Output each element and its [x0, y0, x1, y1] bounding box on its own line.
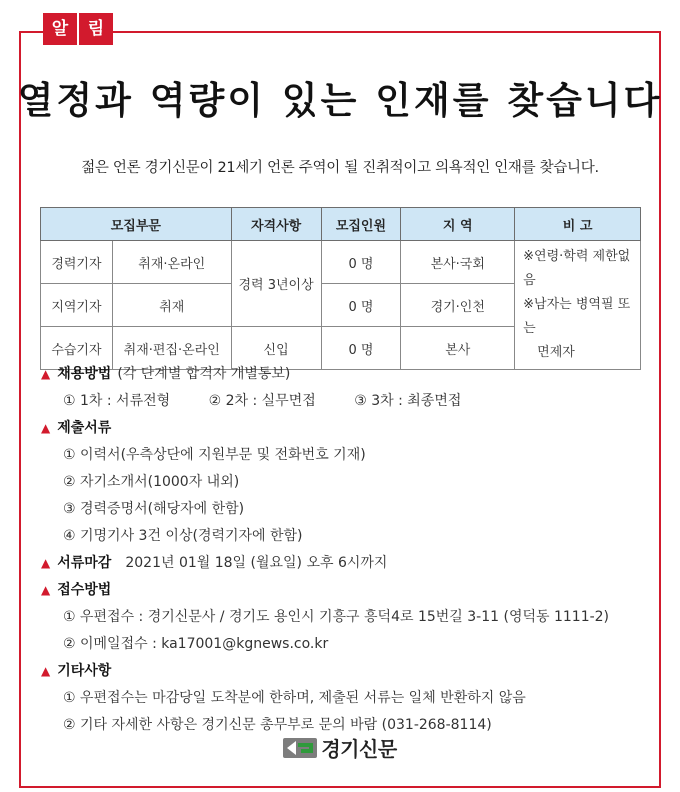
- step-2: ② 2차 : 실무면접: [208, 393, 316, 409]
- table-header-row: [41, 208, 641, 241]
- list-item: ① 우편접수 : 경기신문사 / 경기도 용인시 기흥구 흥덕4로 15번길 3-11 (영덕동 1111-2): [63, 609, 610, 625]
- section-deadline: [41, 550, 641, 577]
- logo-text: 경기신문: [321, 737, 397, 761]
- cell-region: 본사·국회: [401, 241, 515, 284]
- cell-qualification: 신입: [231, 327, 321, 370]
- header-qualification: 자격사항: [231, 208, 321, 241]
- cell-field: 취재: [112, 284, 231, 327]
- section-docs: [41, 415, 641, 442]
- cell-field: 취재·편집·온라인: [112, 327, 231, 370]
- header-headcount: 모집인원: [321, 208, 401, 241]
- cell-type: 수습기자: [41, 327, 113, 370]
- list-item: ② 기타 자세한 사항은 경기신문 총무부로 문의 바람 (031-268-8114): [63, 717, 492, 733]
- notice-sections: [41, 361, 641, 739]
- header-note: 비 고: [515, 208, 641, 241]
- note-line-3: 면제자: [537, 345, 575, 360]
- tag-char-2: 림: [77, 13, 113, 45]
- step-3: ③ 3차 : 최종면접: [354, 393, 462, 409]
- notice-tag: [43, 13, 113, 45]
- page-subtitle: 젊은 언론 경기신문이 21세기 언론 주역이 될 진취적이고 의욕적인 인재를 찾습니다.: [81, 160, 599, 176]
- section-etc: [41, 658, 641, 685]
- logo: [0, 733, 680, 762]
- list-item: ③ 경력증명서(해당자에 한함): [63, 501, 245, 517]
- table-row: [41, 241, 641, 284]
- list-item: ② 이메일접수 : ka17001@kgnews.co.kr: [63, 636, 329, 652]
- note-line-1: ※연령·학력 제한없음: [523, 249, 631, 288]
- step-1: ① 1차 : 서류전형: [63, 393, 171, 409]
- section-title: 서류마감: [57, 555, 112, 571]
- method-steps: [41, 388, 641, 415]
- triangle-icon: ▲: [41, 421, 51, 435]
- section-title: 접수방법: [57, 582, 112, 598]
- cell-count: 0 명: [321, 284, 401, 327]
- triangle-icon: ▲: [41, 556, 51, 570]
- cell-type: 경력기자: [41, 241, 113, 284]
- kg-logo-icon: [283, 735, 317, 761]
- triangle-icon: ▲: [41, 367, 51, 381]
- cell-field: 취재·온라인: [112, 241, 231, 284]
- cell-count: 0 명: [321, 241, 401, 284]
- section-title: 기타사항: [57, 663, 112, 679]
- cell-count: 0 명: [321, 327, 401, 370]
- section-note: (각 단계별 합격자 개별통보): [117, 366, 291, 382]
- header-region: 지 역: [401, 208, 515, 241]
- deadline-value: 2021년 01월 18일 (월요일) 오후 6시까지: [125, 555, 388, 571]
- triangle-icon: ▲: [41, 664, 51, 678]
- cell-region: 본사: [401, 327, 515, 370]
- section-method: [41, 361, 641, 388]
- tag-char-1: 알: [51, 19, 69, 39]
- cell-region: 경기·인천: [401, 284, 515, 327]
- section-apply: [41, 577, 641, 604]
- section-title: 채용방법: [57, 366, 112, 382]
- list-item: ② 자기소개서(1000자 내외): [63, 474, 240, 490]
- triangle-icon: ▲: [41, 583, 51, 597]
- cell-note: [515, 241, 641, 370]
- page-title: 열정과 역량이 있는 인재를 찾습니다: [17, 78, 663, 122]
- section-title: 제출서류: [57, 420, 112, 436]
- header-division: 모집부문: [41, 208, 232, 241]
- list-item: ① 이력서(우측상단에 지원부문 및 전화번호 기재): [63, 447, 366, 463]
- cell-type: 지역기자: [41, 284, 113, 327]
- cell-qualification: 경력 3년이상: [231, 241, 321, 327]
- list-item: ① 우편접수는 마감당일 도착분에 한하며, 제출된 서류는 일체 반환하지 않음: [63, 690, 526, 706]
- note-line-2: ※남자는 병역필 또는: [523, 297, 631, 336]
- recruit-table: [40, 207, 641, 370]
- list-item: ④ 기명기사 3건 이상(경력기자에 한함): [63, 528, 303, 544]
